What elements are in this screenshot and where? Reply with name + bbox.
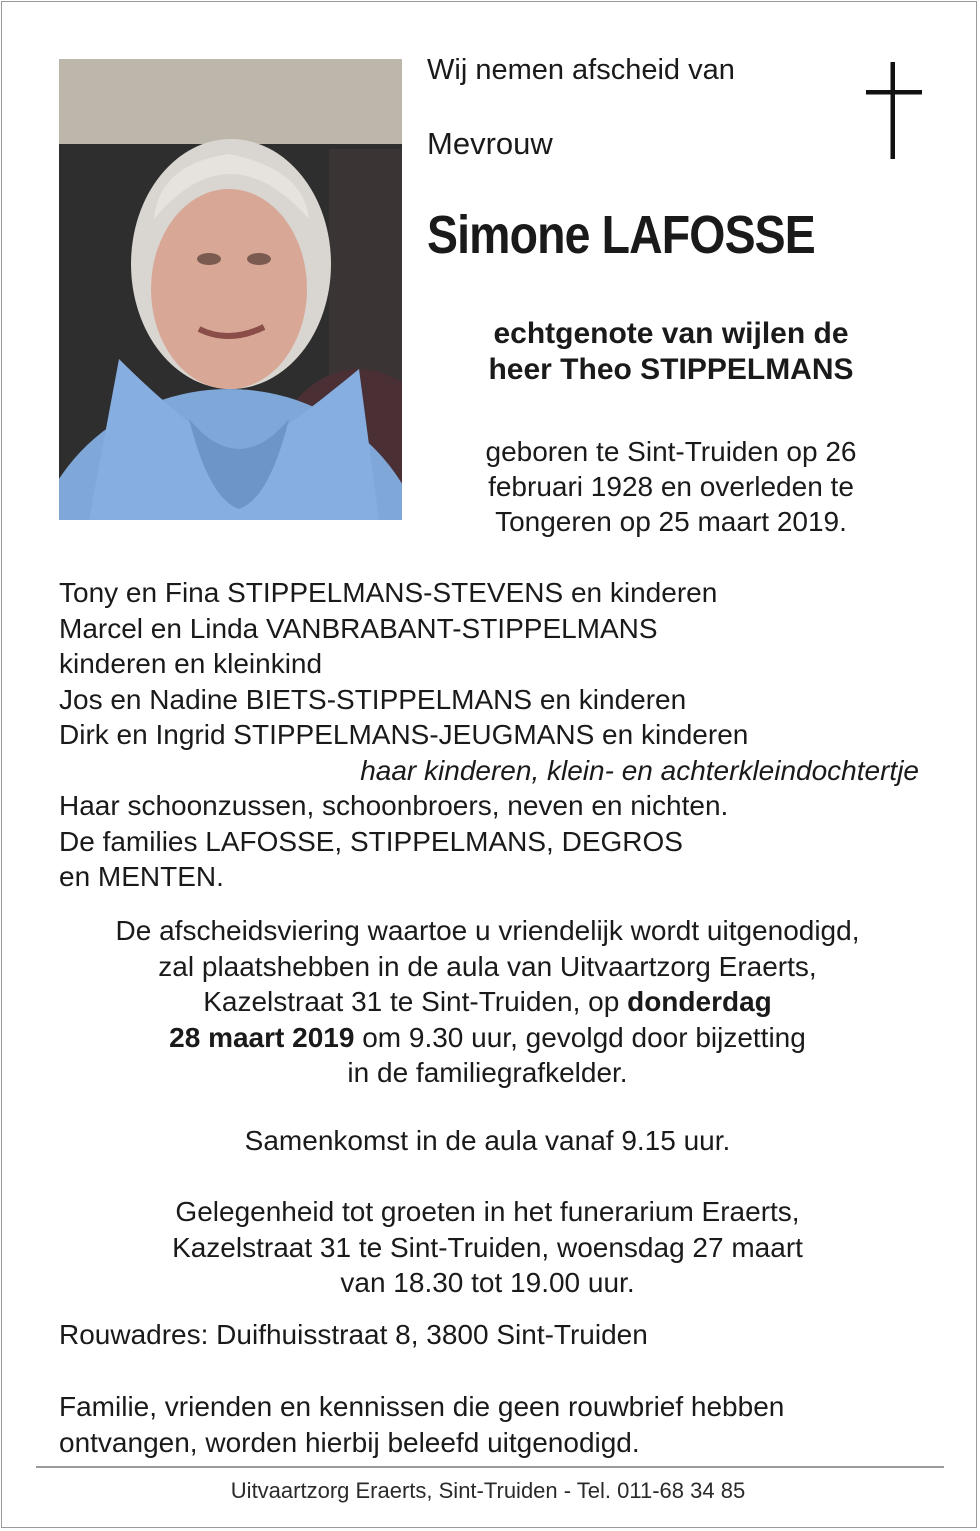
family-line: Tony en Fina STIPPELMANS-STEVENS en kinderen [59,577,718,608]
birth-line-1: geboren te Sint-Truiden op 26 [485,436,857,467]
family-summary-line: haar kinderen, klein- en achterkleindochtertje [360,754,919,786]
mourning-address: Rouwadres: Duifhuisstraat 8, 3800 Sint-Truiden [59,1319,648,1350]
ceremony-line-3: Kazelstraat 31 te Sint-Truiden, op [203,986,628,1017]
birth-line-3: Tongeren op 25 maart 2019. [495,506,847,537]
closing-text [59,1389,939,1460]
intro-text: Wij nemen afscheid van [427,54,735,86]
gathering-info: Samenkomst in de aula vanaf 9.15 uur. [244,1125,731,1156]
family-line: Dirk en Ingrid STIPPELMANS-JEUGMANS en kinderen [59,719,749,750]
greeting-line-1: Gelegenheid tot groeten in het funerarium Eraerts, [175,1196,800,1227]
greeting-line-3: van 18.30 tot 19.00 uur. [340,1267,635,1298]
family-line: en MENTEN. [59,861,224,892]
family-line: Jos en Nadine BIETS-STIPPELMANS en kinderen [59,683,687,715]
spouse-line-1: echtgenote van wijlen de [493,317,849,350]
deceased-name: Simone LAFOSSE [427,205,815,265]
ceremony-info [40,913,935,1091]
ceremony-line-5: in de familiegrafkelder. [347,1057,628,1088]
spouse-line-2: heer Theo STIPPELMANS [488,353,854,386]
family-line: Haar schoonzussen, schoonbroers, neven en nichten. [59,790,729,821]
ceremony-line-4: om 9.30 uur, gevolgd door bijzetting [354,1021,806,1053]
greeting-info [40,1194,935,1301]
family-list [59,575,939,895]
ceremony-line-2: zal plaatshebben in de aula van Uitvaartzorg Eraerts, [158,950,817,982]
closing-line-2: ontvangen, worden hierbij beleefd uitgenodigd. [59,1426,640,1458]
greeting-line-2: Kazelstraat 31 te Sint-Truiden, woensdag 27 maart [172,1231,803,1263]
family-line: De families LAFOSSE, STIPPELMANS, DEGROS [59,825,683,857]
honorific: Mevrouw [427,126,553,161]
spouse-line [420,316,922,388]
closing-line-1: Familie, vrienden en kennissen die geen rouwbrief hebben [59,1391,785,1422]
ceremony-date: 28 maart 2019 [169,1021,355,1053]
footer-divider [36,1466,944,1468]
birth-line-2: februari 1928 en overleden te [488,471,854,502]
ceremony-line-1: De afscheidsviering waartoe u vriendelijk wordt uitgenodigd, [115,915,860,946]
ceremony-day: donderdag [627,986,772,1017]
portrait-photo [59,59,402,520]
family-line: Marcel en Linda VANBRABANT-STIPPELMANS [59,612,658,644]
family-line: kinderen en kleinkind [59,648,323,679]
birth-death-info [420,434,922,539]
cross-icon [866,62,922,159]
funeral-home-footer: Uitvaartzorg Eraerts, Sint-Truiden - Tel. 011-68 34 85 [230,1478,746,1503]
